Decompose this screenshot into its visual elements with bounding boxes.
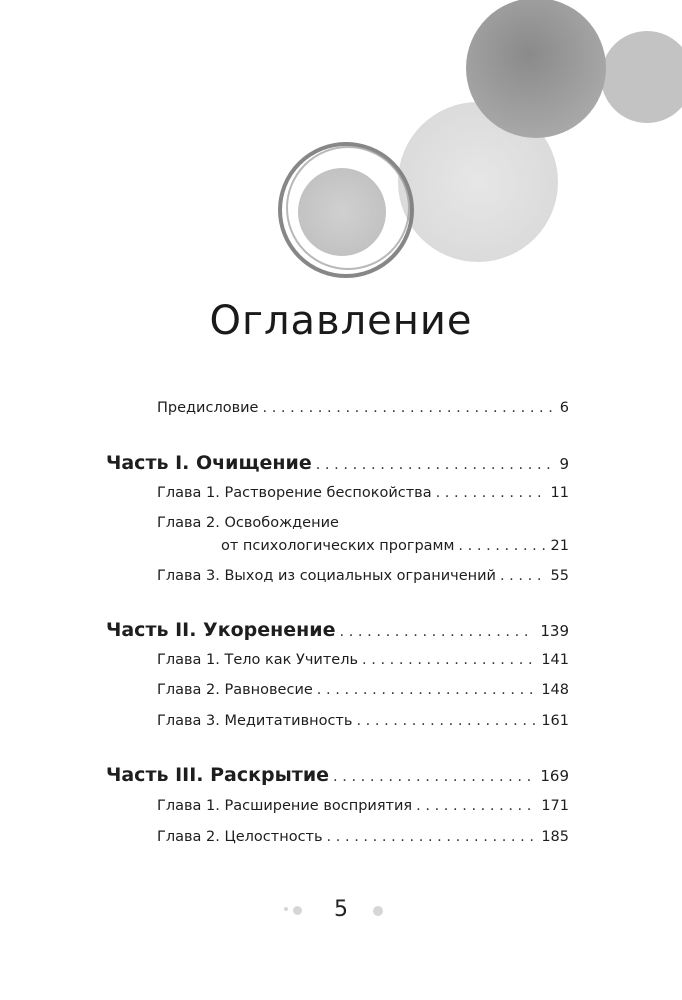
leader-dots — [362, 652, 535, 668]
inner-gray-circle — [298, 168, 386, 256]
toc-entry-label-line2: от психологических программ — [221, 538, 455, 554]
toc-page-number: 21 — [550, 538, 569, 554]
toc-entry-part1-ch3[interactable] — [157, 568, 569, 584]
toc-entry-part2-ch1[interactable] — [157, 652, 569, 668]
toc-page-number: 185 — [541, 829, 569, 845]
toc-page-number: 171 — [541, 798, 569, 814]
leader-dots — [416, 798, 535, 814]
toc-entry-label-line1[interactable]: Глава 2. Освобождение — [157, 515, 339, 531]
toc-entry-part1-ch1[interactable] — [157, 485, 569, 501]
toc-entry-part1-ch2[interactable] — [221, 538, 569, 554]
watercolor-circles-illustration — [0, 0, 682, 300]
toc-part-1[interactable] — [106, 452, 569, 474]
toc-entry-label: Глава 1. Расширение восприятия — [157, 798, 413, 814]
toc-page-number: 169 — [540, 767, 569, 785]
leader-dots — [500, 568, 545, 584]
toc-entry-preface[interactable] — [157, 400, 569, 416]
toc-entry-label: Глава 2. Равновесие — [157, 682, 313, 698]
leader-dots — [317, 682, 536, 698]
toc-page-number: 161 — [541, 713, 569, 729]
toc-entry-part3-ch1[interactable] — [157, 798, 569, 814]
leader-dots — [316, 457, 554, 473]
toc-entry-label: Глава 2. Целостность — [157, 829, 323, 845]
toc-entry-part2-ch3[interactable] — [157, 713, 569, 729]
leader-dots — [262, 400, 553, 416]
toc-page-number: 55 — [550, 568, 569, 584]
leader-dots — [327, 829, 536, 845]
toc-entry-label: Глава 3. Медитативность — [157, 713, 353, 729]
toc-part-label: Часть II. Укоренение — [106, 619, 336, 641]
toc-page-number: 148 — [541, 682, 569, 698]
toc-entry-label: Глава 3. Выход из социальных ограничений — [157, 568, 496, 584]
leader-dots — [436, 485, 545, 501]
toc-entry-label: Предисловие — [157, 400, 259, 416]
toc-entry-part3-ch2[interactable] — [157, 829, 569, 845]
leader-dots — [458, 538, 544, 554]
leader-dots — [339, 624, 534, 640]
toc-page-number: 6 — [559, 400, 569, 416]
toc-part-label: Часть III. Раскрытие — [106, 764, 330, 786]
toc-entry-label: Глава 1. Тело как Учитель — [157, 652, 359, 668]
toc-entry-part2-ch2[interactable] — [157, 682, 569, 698]
toc-page-number: 139 — [540, 622, 569, 640]
toc-part-2[interactable] — [106, 619, 569, 641]
leader-dots — [356, 713, 535, 729]
toc-page-number: 11 — [550, 485, 569, 501]
large-dark-circle — [466, 0, 606, 138]
small-gray-circle — [601, 31, 682, 123]
toc-part-3[interactable] — [106, 764, 569, 786]
page-number: 5 — [334, 897, 348, 922]
toc-page-number: 141 — [541, 652, 569, 668]
toc-page-number: 9 — [559, 455, 569, 473]
page-title: Оглавление — [209, 298, 473, 344]
toc-entry-label: Глава 1. Растворение беспокойства — [157, 485, 432, 501]
toc-part-label: Часть I. Очищение — [106, 452, 312, 474]
leader-dots — [333, 769, 534, 785]
